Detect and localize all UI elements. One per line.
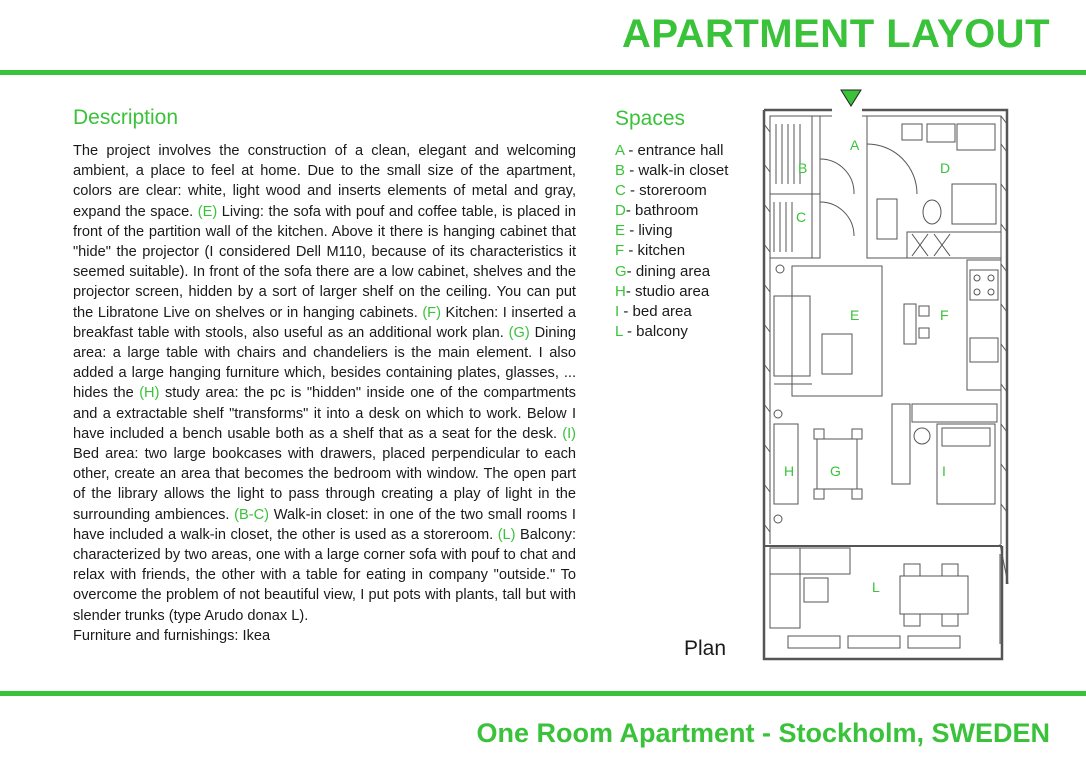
- burner: [974, 289, 980, 295]
- desc-part-6: Bed area: two large bookcases with drawers, placed perpendicular to each other, create an area that becomes the bedroom with window. The open part of the library allows the light to pass through creating a play of light in the surrounding ambiences.: [73, 446, 576, 523]
- closet-divider: [770, 116, 820, 258]
- room-letter-c: C: [796, 209, 807, 225]
- upper-cabinets: [907, 232, 1001, 258]
- space-label: - living: [629, 222, 673, 240]
- tag-i: (I): [562, 425, 576, 442]
- pillow: [942, 428, 990, 446]
- chair: [814, 429, 824, 439]
- space-label: - entrance hall: [628, 142, 724, 159]
- room-letter-a: A: [850, 137, 860, 153]
- description-paragraph: [73, 141, 576, 626]
- desc-part-8: Balcony: characterized by two areas, one with a large corner sofa with pouf to chat and relax with friends, the other with a table for eating in company "outside." To overcome the problem of not beautiful view, I put pots with plants, tall but with slender trunks (type Arudo donax L).: [73, 526, 577, 624]
- hanger-rail: [776, 124, 800, 184]
- space-letter: A: [615, 142, 625, 159]
- list-item: [615, 181, 728, 201]
- stool: [919, 328, 929, 338]
- desc-part-2: Living: the sofa with pouf and coffee table, is placed in front of the partition wall of the kitchen. Above it there is hanging cabinet that "hide" the projector (I considered Dell M110, because of its characteristics it seemed suitable). In front of the sofa there are a low cabinet, shelves and the projector screen, hidden by a sort of larger shelf on the ceiling. You can put the Libratone Live on shelves or in hanging cabinets.: [73, 203, 576, 321]
- desc-part-4: Dining area: a large table with chairs and chandeliers is the main element. I also added a large hanging furniture which, besides containing plates, glasses, ... hides the: [73, 324, 576, 402]
- tag-bc: (B-C): [234, 506, 269, 523]
- desc-part-5: study area: the pc is "hidden" inside one of the compartments and a extractable shelf "transforms" it into a desk on which to work. Below I have included a bench usable both as a shelf that as a seat for the desk.: [73, 385, 576, 442]
- list-item: [615, 241, 728, 261]
- space-label: - storeroom: [630, 182, 707, 200]
- chair: [942, 614, 958, 626]
- list-item: [615, 282, 728, 302]
- desc-part-3: Kitchen: I inserted a breakfast table with stools, also useful as an additional work plan.: [73, 304, 576, 341]
- space-label: - balcony: [626, 322, 688, 340]
- chair: [814, 489, 824, 499]
- floor-plan: [752, 84, 1012, 666]
- bookcase: [892, 404, 910, 484]
- desc-part-1: The project involves the construction of a clean, elegant and welcoming ambient, a place to feel at home. Due to the small size of the apartment, colors are clear: white, light wood and inserts elements of metal and gray, expand the space.: [73, 143, 576, 220]
- space-letter: E: [615, 222, 626, 240]
- bathroom-door: [867, 144, 917, 194]
- footer-subtitle: One Room Apartment - Stockholm, SWEDEN: [476, 718, 1050, 748]
- tag-g: (G): [508, 324, 530, 341]
- page-title: APARTMENT LAYOUT: [622, 12, 1050, 56]
- space-letter: D: [615, 202, 626, 220]
- tub: [952, 184, 996, 224]
- space-label: - bed area: [623, 302, 692, 320]
- furniture-note: Furniture and furnishings: Ikea: [73, 627, 271, 644]
- chair: [852, 489, 862, 499]
- chair: [904, 564, 920, 576]
- coffee-table: [822, 334, 852, 374]
- outer-wall-inner: [770, 116, 1001, 544]
- planter: [908, 636, 960, 648]
- burner: [988, 289, 994, 295]
- burner: [988, 275, 994, 281]
- tag-l: (L): [497, 526, 516, 543]
- cabinet-x: [912, 234, 950, 256]
- room-letter-l: L: [872, 579, 880, 595]
- list-item: [615, 322, 728, 342]
- closet-door: [820, 159, 854, 194]
- spaces-list: [615, 141, 728, 342]
- shower: [957, 124, 995, 150]
- triangle-down-icon: [841, 90, 861, 106]
- room-letter-i: I: [942, 463, 946, 479]
- bookcase-2: [912, 404, 997, 422]
- storeroom-door: [820, 202, 854, 236]
- room-letter-g: G: [830, 463, 841, 479]
- description-heading: Description: [73, 106, 179, 129]
- toilet: [923, 200, 941, 224]
- room-letter-h: H: [784, 463, 795, 479]
- plant: [776, 265, 784, 273]
- storeroom-shelves: [774, 202, 792, 252]
- sink: [927, 124, 955, 142]
- space-letter: H: [615, 282, 626, 300]
- space-label: - bathroom: [625, 202, 699, 220]
- breakfast-table: [904, 304, 916, 344]
- list-item: [615, 221, 728, 241]
- stool: [919, 306, 929, 316]
- space-letter: F: [615, 242, 625, 260]
- lamp: [914, 428, 930, 444]
- tag-f: (F): [422, 304, 441, 321]
- tag-h: (H): [139, 385, 160, 402]
- corner-sofa: [770, 548, 850, 574]
- bath-cabinet: [877, 199, 897, 239]
- space-letter: C: [615, 182, 626, 200]
- chair: [852, 429, 862, 439]
- space-letter: L: [615, 322, 623, 340]
- burner: [974, 275, 980, 281]
- planter: [788, 636, 840, 648]
- list-item: [615, 262, 728, 282]
- space-label: - kitchen: [628, 242, 686, 260]
- kitchen-counter: [967, 260, 1001, 390]
- chair: [942, 564, 958, 576]
- space-label: - studio area: [625, 282, 710, 300]
- room-letter-f: F: [940, 307, 949, 323]
- list-item: [615, 141, 728, 161]
- desc-part-7: Walk-in closet: in one of the two small rooms I have included a walk-in closet, the other is used as a storeroom.: [73, 506, 576, 543]
- kitchen-sink: [970, 338, 998, 362]
- room-letter-d: D: [940, 160, 951, 176]
- plant: [774, 410, 782, 418]
- header-divider: [0, 70, 1086, 75]
- space-letter: B: [615, 162, 626, 180]
- plant: [774, 515, 782, 523]
- corner-sofa-2: [770, 548, 800, 628]
- space-label: - walk-in closet: [629, 162, 729, 180]
- room-letter-b: B: [798, 160, 808, 176]
- spaces-heading: Spaces: [615, 107, 686, 130]
- list-item: [615, 201, 728, 221]
- room-letter-e: E: [850, 307, 860, 323]
- description-text: [73, 141, 576, 646]
- planter: [848, 636, 900, 648]
- stove: [970, 270, 998, 300]
- list-item: [615, 161, 728, 181]
- space-letter: I: [615, 302, 620, 320]
- space-label: - dining area: [626, 262, 711, 280]
- chair: [904, 614, 920, 626]
- list-item: [615, 302, 728, 322]
- tag-e: (E): [197, 203, 218, 220]
- space-letter: G: [615, 262, 627, 280]
- pouf: [804, 578, 828, 602]
- bath-cabinet-2: [902, 124, 922, 140]
- plan-label: Plan: [684, 637, 727, 660]
- balcony-table: [900, 576, 968, 614]
- bathroom: [867, 116, 1001, 258]
- footer-divider: [0, 691, 1086, 696]
